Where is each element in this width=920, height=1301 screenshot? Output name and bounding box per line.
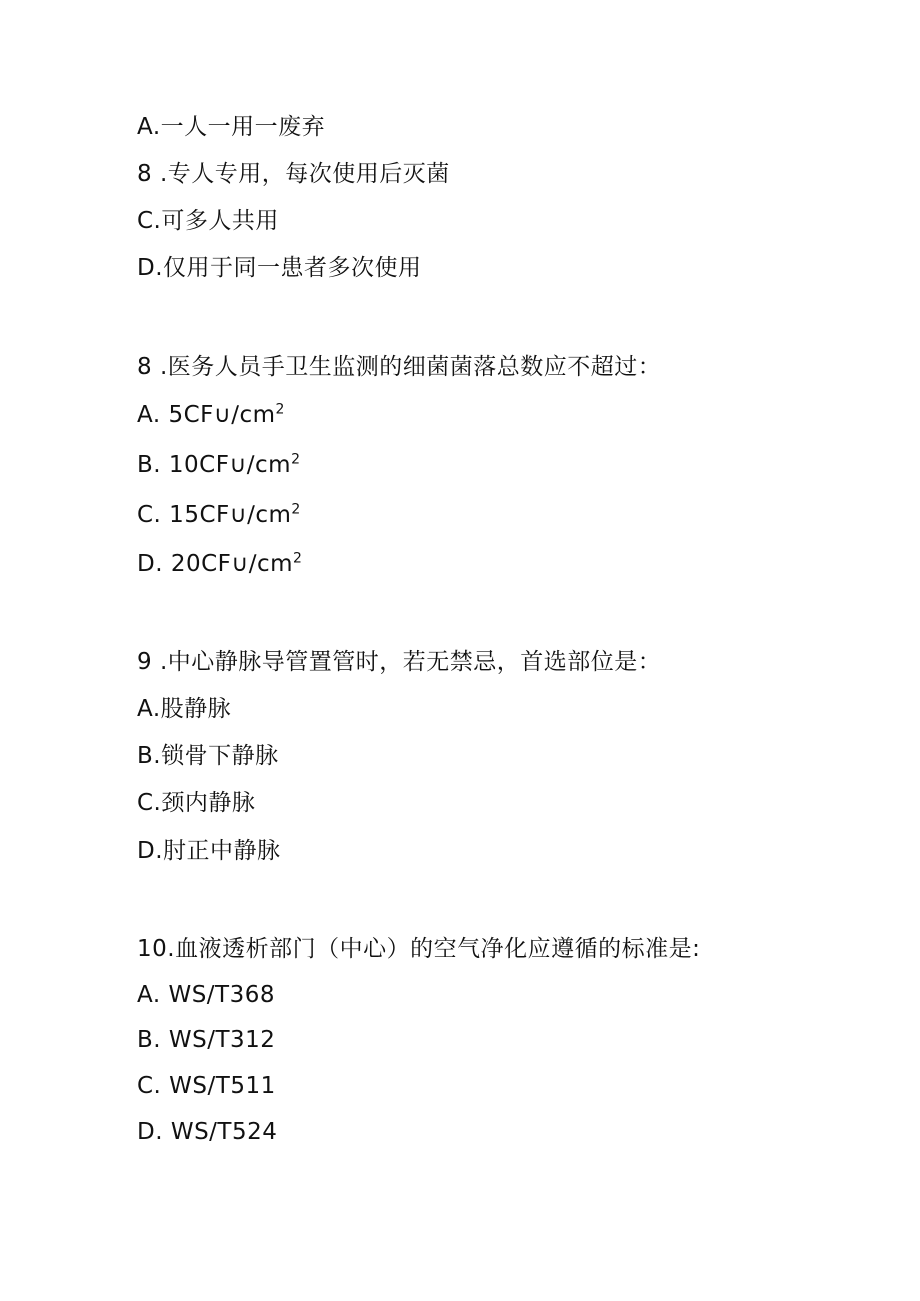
question-stem: 10.血液透析部门（中心）的空气净化应遵循的标准是: — [137, 936, 701, 962]
option-a: A.一人一用一废弃 — [137, 114, 326, 140]
option-d — [137, 549, 302, 579]
superscript: 2 — [291, 451, 301, 468]
option-b: 8 .专人专用，每次使用后灭菌 — [137, 161, 450, 187]
question-stem: 9 .中心静脉导管置管时，若无禁忌，首选部位是： — [137, 649, 662, 675]
option-a: A. WS/T368 — [137, 982, 275, 1008]
option-c: C. WS/T511 — [137, 1073, 276, 1099]
option-text: D. 20CF∪∕cm — [137, 551, 294, 577]
option-d: D. WS/T524 — [137, 1119, 278, 1145]
option-b: B. WS/T312 — [137, 1027, 276, 1053]
option-d: D.肘正中静脉 — [137, 838, 281, 864]
option-b — [137, 450, 301, 480]
option-c: C.可多人共用 — [137, 208, 279, 234]
option-text: A. 5CF∪∕cm — [137, 402, 276, 428]
superscript: 2 — [293, 550, 303, 567]
option-d: D.仅用于同一患者多次使用 — [137, 255, 422, 281]
option-c: C.颈内静脉 — [137, 790, 256, 816]
superscript: 2 — [291, 501, 301, 518]
option-b: B.锁骨下静脉 — [137, 743, 279, 769]
option-text: B. 10CF∪∕cm — [137, 452, 292, 478]
option-a — [137, 400, 285, 430]
option-text: C. 15CF∪∕cm — [137, 502, 292, 528]
superscript: 2 — [275, 401, 285, 418]
option-c — [137, 500, 301, 530]
option-a: A.股静脉 — [137, 696, 232, 722]
question-stem: 8 .医务人员手卫生监测的细菌菌落总数应不超过： — [137, 354, 662, 380]
